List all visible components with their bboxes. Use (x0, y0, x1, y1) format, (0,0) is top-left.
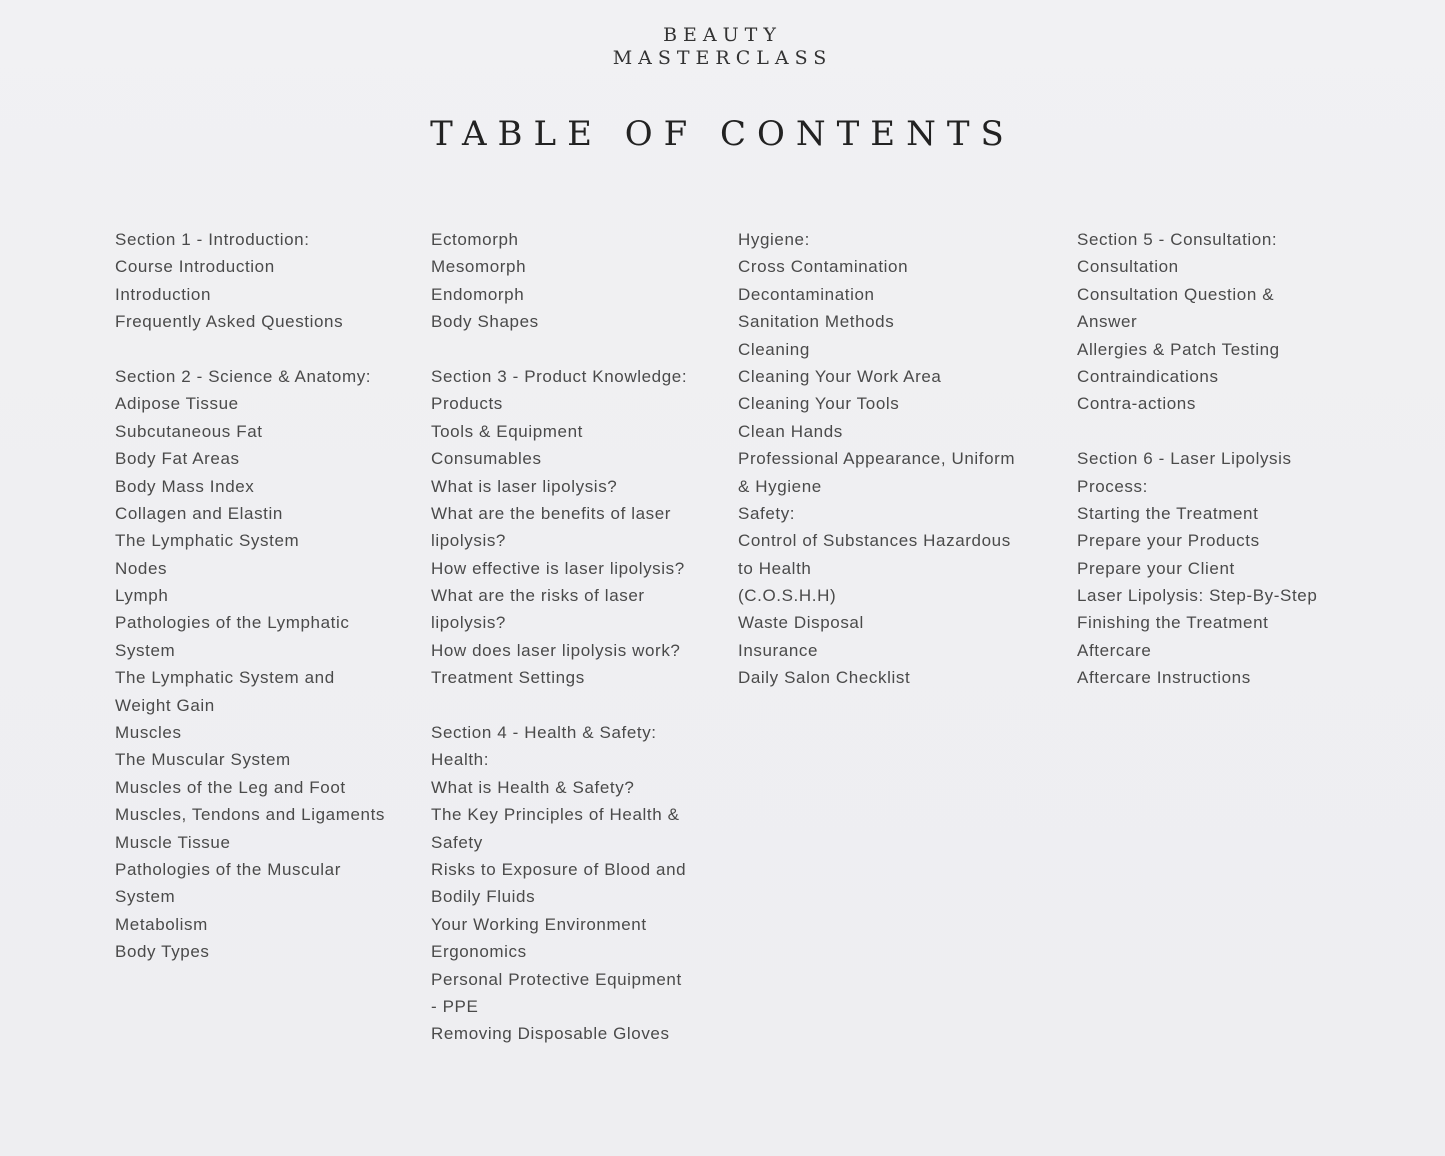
toc-entry: Consultation (1077, 257, 1179, 277)
toc-column-2 (431, 226, 687, 1048)
toc-column-3 (738, 226, 1015, 692)
toc-entry: Tools & Equipment (431, 421, 583, 441)
toc-entry: Hygiene: (738, 230, 810, 249)
toc-entry: Weight Gain (115, 695, 215, 715)
toc-entry: (C.O.S.H.H) (738, 586, 837, 606)
toc-entry: & Hygiene (738, 476, 822, 496)
toc-section-heading: Section 2 - Science & Anatomy: (115, 366, 372, 386)
toc-entry: Nodes (115, 558, 168, 578)
toc-entry: - PPE (431, 996, 479, 1016)
toc-entry: Cleaning (738, 339, 810, 359)
toc-entry: Frequently Asked Questions (115, 312, 344, 332)
toc-entry: Ectomorph (431, 230, 519, 249)
toc-entry: Waste Disposal (738, 613, 864, 633)
toc-entry: The Lymphatic System and (115, 668, 335, 688)
toc-entry: Control of Substances Hazardous (738, 531, 1011, 551)
toc-entry: Body Fat Areas (115, 449, 240, 469)
toc-entry: Personal Protective Equipment (431, 969, 682, 989)
toc-entry: Safety (431, 832, 483, 852)
toc-entry: Process: (1077, 476, 1148, 496)
toc-entry: Muscles, Tendons and Ligaments (115, 805, 386, 825)
section-spacer (115, 336, 385, 363)
toc-entry: The Lymphatic System (115, 531, 300, 551)
toc-section-heading: Section 6 - Laser Lipolysis (1077, 449, 1292, 469)
toc-entry: Your Working Environment (431, 914, 647, 934)
toc-entry: Bodily Fluids (431, 887, 536, 907)
toc-entry: Pathologies of the Lymphatic (115, 613, 350, 633)
toc-entry: How does laser lipolysis work? (431, 640, 681, 660)
toc-entry: Prepare your Client (1077, 558, 1235, 578)
toc-entry: Muscles (115, 723, 182, 743)
toc-entry: Products (431, 394, 503, 414)
toc-entry: Aftercare Instructions (1077, 668, 1251, 688)
toc-entry: Clean Hands (738, 421, 843, 441)
toc-entry: Cleaning Your Tools (738, 394, 900, 414)
toc-entry: Consultation Question & (1077, 284, 1275, 304)
toc-section-heading: Section 5 - Consultation: (1077, 230, 1278, 249)
toc-entry: Body Shapes (431, 312, 539, 332)
toc-section-heading: Section 3 - Product Knowledge: (431, 366, 688, 386)
toc-entry: Laser Lipolysis: Step-By-Step (1077, 586, 1318, 606)
toc-entry: to Health (738, 558, 812, 578)
toc-entry: Endomorph (431, 284, 525, 304)
toc-entry: Body Mass Index (115, 476, 255, 496)
toc-section-heading: Section 1 - Introduction: (115, 230, 310, 249)
toc-entry: Collagen and Elastin (115, 503, 283, 523)
toc-entry: Contra-actions (1077, 394, 1196, 414)
toc-entry: Decontamination (738, 284, 875, 304)
toc-entry: What is Health & Safety? (431, 777, 635, 797)
toc-entry: Metabolism (115, 914, 208, 934)
toc-entry: What are the risks of laser (431, 586, 645, 606)
toc-entry: Pathologies of the Muscular (115, 859, 341, 879)
toc-entry: Professional Appearance, Uniform (738, 449, 1016, 469)
section-spacer (431, 336, 687, 363)
brand-line-2: MASTERCLASS (612, 47, 833, 69)
toc-entry: Muscle Tissue (115, 832, 231, 852)
toc-entry: Aftercare (1077, 640, 1152, 660)
toc-entry: lipolysis? (431, 531, 506, 551)
toc-entry: Cleaning Your Work Area (738, 366, 942, 386)
toc-entry: Ergonomics (431, 942, 527, 962)
toc-entry: Answer (1077, 312, 1138, 332)
toc-entry: Subcutaneous Fat (115, 421, 263, 441)
toc-section-heading: Section 4 - Health & Safety: (431, 723, 657, 743)
toc-column-1 (115, 226, 385, 966)
toc-entry: How effective is laser lipolysis? (431, 558, 685, 578)
toc-entry: What is laser lipolysis? (431, 476, 618, 496)
toc-entry: Muscles of the Leg and Foot (115, 777, 346, 797)
brand-line-1: BEAUTY (663, 24, 782, 46)
section-spacer (1077, 418, 1317, 445)
toc-entry: Prepare your Products (1077, 531, 1260, 551)
toc-entry: The Key Principles of Health & (431, 805, 680, 825)
brand-logo (0, 24, 1445, 70)
toc-entry: Cross Contamination (738, 257, 909, 277)
toc-entry: Finishing the Treatment (1077, 613, 1269, 633)
toc-entry: System (115, 640, 176, 660)
toc-entry: Lymph (115, 586, 169, 606)
toc-entry: Body Types (115, 942, 210, 962)
page-title: TABLE OF CONTENTS (430, 114, 1015, 154)
toc-entry: System (115, 887, 176, 907)
toc-entry: Sanitation Methods (738, 312, 895, 332)
toc-entry: Contraindications (1077, 366, 1219, 386)
toc-column-4 (1077, 226, 1317, 692)
toc-entry: Adipose Tissue (115, 394, 239, 414)
toc-entry: Course Introduction (115, 257, 275, 277)
toc-entry: Consumables (431, 449, 542, 469)
section-spacer (431, 692, 687, 719)
toc-entry: What are the benefits of laser (431, 503, 672, 523)
toc-entry: Risks to Exposure of Blood and (431, 859, 687, 879)
toc-entry: Starting the Treatment (1077, 503, 1259, 523)
toc-entry: The Muscular System (115, 750, 291, 770)
toc-entry: Insurance (738, 640, 819, 660)
toc-entry: Introduction (115, 284, 212, 304)
toc-entry: Removing Disposable Gloves (431, 1024, 670, 1044)
toc-entry: Health: (431, 750, 490, 770)
toc-entry: Safety: (738, 503, 796, 523)
toc-entry: lipolysis? (431, 613, 506, 633)
toc-entry: Treatment Settings (431, 668, 585, 688)
toc-entry: Allergies & Patch Testing (1077, 339, 1280, 359)
toc-entry: Mesomorph (431, 257, 527, 277)
toc-entry: Daily Salon Checklist (738, 668, 911, 688)
